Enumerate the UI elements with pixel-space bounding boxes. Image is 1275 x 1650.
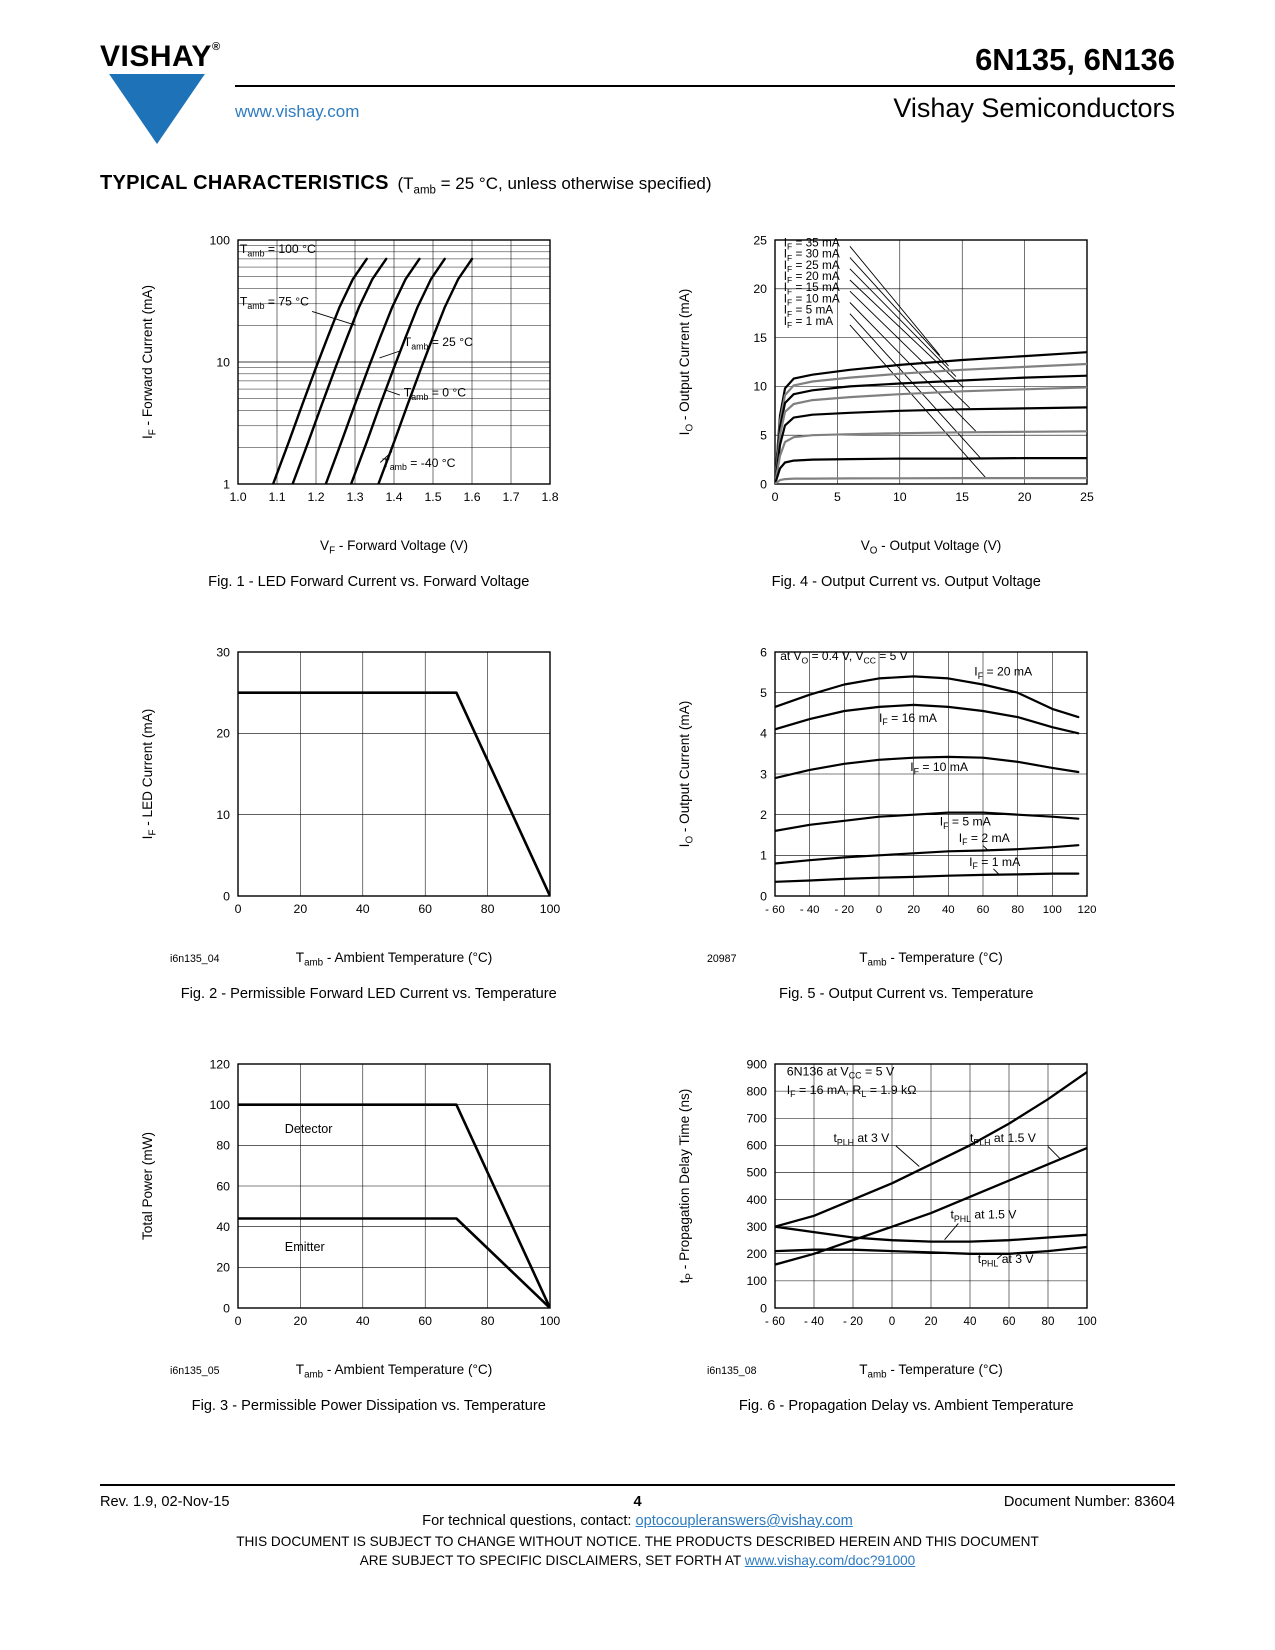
contact-prefix: For technical questions, contact:: [422, 1513, 636, 1529]
svg-text:700: 700: [746, 1111, 768, 1126]
section-title: [100, 172, 1175, 196]
condition-post: = 25 °C, unless otherwise specified): [435, 174, 712, 193]
svg-text:500: 500: [746, 1166, 768, 1181]
svg-text:20987: 20987: [707, 953, 737, 966]
figure-5: [671, 636, 1141, 1002]
svg-text:i6n135_08: i6n135_08: [707, 1365, 757, 1378]
chart-svg-fig2: [134, 636, 604, 970]
svg-text:IF = 2 mA: $I_F = 2$ mA: [958, 831, 1011, 848]
svg-text:IF = 5 mA: $I_F = 5$ mA: [939, 814, 992, 832]
part-numbers: 6N135, 6N136: [975, 42, 1175, 77]
svg-text:60: 60: [418, 902, 432, 917]
svg-text:1.2: 1.2: [307, 490, 325, 505]
svg-text:Emitter: Emitter: [284, 1240, 325, 1255]
figure-2: [134, 636, 604, 1002]
disclaimer-line-2-text: ARE SUBJECT TO SPECIFIC DISCLAIMERS, SET FORTH AT: [359, 1553, 745, 1569]
series-2-curve: [326, 259, 420, 484]
svg-text:1.1: 1.1: [268, 490, 286, 505]
svg-text:VF - Forward Voltage (V): $V_F$ - Forward Voltage (V): [319, 538, 468, 558]
svg-text:100: 100: [1077, 1315, 1097, 1329]
svg-text:Tamb = -40 °C: $T_{amb} = -40$ °C: [382, 456, 456, 473]
svg-text:Total Power (mW): Total Power (mW): [139, 1132, 155, 1241]
series-6-curve: [775, 458, 1087, 484]
svg-text:10: 10: [893, 490, 907, 505]
svg-text:100: 100: [1043, 904, 1063, 917]
svg-text:4: 4: [760, 726, 768, 741]
svg-text:120: 120: [1077, 904, 1097, 917]
svg-text:100: 100: [539, 902, 561, 917]
svg-text:IF = 5 mA: $I_F = 5$ mA: [783, 303, 834, 320]
svg-text:80: 80: [480, 902, 495, 917]
svg-text:0: 0: [760, 1301, 768, 1316]
figure-3: [134, 1048, 604, 1414]
svg-text:IF = 25 mA: $I_F = 25$ mA: [783, 258, 840, 275]
svg-text:600: 600: [746, 1138, 768, 1153]
svg-text:Tamb = 25 °C: $T_{amb} = 25$ °C: [403, 335, 473, 352]
series-0-curve: [273, 259, 367, 484]
svg-text:10: 10: [216, 808, 230, 823]
svg-text:40: 40: [355, 902, 370, 917]
svg-text:20: 20: [216, 1260, 230, 1275]
svg-text:- 60: - 60: [765, 1315, 786, 1329]
svg-text:VO - Output Voltage (V): $V_O$ - Output Voltage (V): [860, 538, 1002, 558]
svg-text:Tamb - Temperature (°C): $T_{amb}$ - Temperature (°C): [859, 950, 1004, 970]
svg-text:IF - Forward Current (mA): $I_F$ - Forward Current (mA): [139, 285, 159, 440]
svg-text:0: 0: [760, 477, 768, 492]
svg-text:60: 60: [418, 1314, 432, 1329]
section-title-main: TYPICAL CHARACTERISTICS: [100, 172, 389, 194]
series-4-curve: [775, 846, 1078, 864]
svg-text:15: 15: [753, 331, 768, 346]
vishay-triangle-icon: [108, 74, 206, 144]
svg-text:0: 0: [234, 902, 242, 917]
svg-text:100: 100: [539, 1314, 561, 1329]
fig1-led-forward-current-chart: [134, 224, 604, 558]
figures-grid: [100, 224, 1175, 1414]
svg-text:Tamb = 100 °C: $T_{amb} = 100$ °C: [239, 242, 316, 259]
series-7-curve: [775, 478, 1087, 484]
svg-text:40: 40: [963, 1315, 977, 1329]
svg-text:5: 5: [760, 428, 768, 443]
fig2-led-current-temperature-chart: [134, 636, 604, 970]
svg-text:1.5: 1.5: [424, 490, 442, 505]
svg-text:IF = 16 mA, RL = 1.9 kΩ: $I_F = 16$ mA, $R_L = 1.9$ kΩ: [786, 1083, 917, 1100]
svg-text:100: 100: [209, 233, 230, 248]
svg-text:200: 200: [746, 1247, 768, 1262]
svg-text:20: 20: [293, 902, 307, 917]
svg-text:Tamb = 75 °C: $T_{amb} = 75$ °C: [239, 294, 309, 312]
vishay-website-link[interactable]: www.vishay.com: [235, 101, 360, 121]
svg-text:- 20: - 20: [834, 904, 855, 917]
disclaimer: [100, 1532, 1175, 1570]
svg-text:100: 100: [746, 1274, 768, 1289]
svg-text:tPHL at 3 V: $t_{PHL}$ at 3 V: [978, 1252, 1034, 1269]
svg-text:60: 60: [216, 1179, 230, 1194]
svg-text:IF = 1 mA: $I_F = 1$ mA: [969, 855, 1021, 872]
svg-text:i6n135_04: i6n135_04: [169, 953, 220, 966]
chart-svg-fig1: [134, 224, 604, 558]
svg-text:IO - Output Current (mA): $I_O$ - Output Current (mA): [677, 289, 696, 436]
svg-text:900: 900: [746, 1057, 768, 1072]
svg-text:25: 25: [753, 233, 768, 248]
footer-row: [100, 1486, 1175, 1510]
svg-text:Tamb - Ambient Temperature (°C: $T_{amb}$ - Ambient Temperature (°C): [295, 1362, 492, 1382]
svg-text:- 40: - 40: [804, 1315, 825, 1329]
fig3-caption: Fig. 3 - Permissible Power Dissipation vs. Temperature: [191, 1398, 546, 1415]
series-5-curve: [775, 874, 1078, 882]
svg-text:20: 20: [924, 1315, 938, 1329]
svg-text:80: 80: [1041, 1315, 1055, 1329]
svg-text:30: 30: [216, 645, 230, 660]
svg-text:tPLH at 1.5 V: $t_{PLH}$ at 1.5 V: [970, 1131, 1037, 1148]
svg-text:IO - Output Current (mA): $I_O$ - Output Current (mA): [677, 701, 696, 848]
contact-email-link[interactable]: optocoupleranswers@vishay.com: [635, 1513, 853, 1529]
svg-text:3: 3: [760, 767, 768, 782]
svg-text:IF = 10 mA: $I_F = 10$ mA: [783, 291, 840, 309]
svg-text:1: 1: [222, 477, 230, 492]
division-name: Vishay Semiconductors: [893, 92, 1175, 123]
disclaimer-link[interactable]: www.vishay.com/doc?91000: [744, 1553, 916, 1569]
fig5-output-current-temperature-chart: [671, 636, 1141, 970]
svg-text:6: 6: [760, 645, 768, 660]
svg-text:- 20: - 20: [843, 1315, 864, 1329]
svg-text:10: 10: [753, 380, 768, 395]
fig5-caption: Fig. 5 - Output Current vs. Temperature: [779, 986, 1034, 1003]
svg-text:80: 80: [480, 1314, 495, 1329]
svg-text:25: 25: [1080, 490, 1095, 505]
svg-text:0: 0: [222, 1301, 230, 1316]
svg-text:IF = 1 mA: $I_F = 1$ mA: [783, 314, 834, 331]
svg-text:1.7: 1.7: [502, 490, 520, 505]
doc-number: Document Number: 83604: [1003, 1494, 1175, 1510]
header-divider: [235, 85, 1175, 87]
fig4-caption: Fig. 4 - Output Current vs. Output Voltage: [771, 574, 1041, 591]
page-header: [100, 42, 1175, 144]
svg-text:i6n135_05: i6n135_05: [169, 1365, 220, 1378]
svg-text:80: 80: [1011, 904, 1025, 917]
svg-text:IF - LED Current (mA): $I_F$ - LED Current (mA): [139, 709, 159, 840]
fig2-caption: Fig. 2 - Permissible Forward LED Current vs. Temperature: [180, 986, 557, 1003]
header-right: [235, 42, 1175, 124]
svg-text:tPLH at 3 V: $t_{PLH}$ at 3 V: [833, 1131, 890, 1148]
chart-svg-fig3: [134, 1048, 604, 1382]
svg-text:0: 0: [760, 889, 768, 904]
svg-text:60: 60: [976, 904, 990, 917]
svg-text:0: 0: [234, 1314, 242, 1329]
vishay-wordmark: [100, 42, 235, 72]
svg-text:0: 0: [876, 904, 883, 917]
chart-svg-fig6: [671, 1048, 1141, 1382]
svg-text:IF = 16 mA: $I_F = 16$ mA: [879, 711, 938, 728]
series-4-curve: [775, 408, 1087, 485]
series-1-curve: [238, 1219, 550, 1309]
svg-text:400: 400: [746, 1193, 768, 1208]
condition-pre: (T: [392, 174, 414, 193]
chart-svg-fig4: [671, 224, 1141, 558]
fig1-caption: Fig. 1 - LED Forward Current vs. Forward Voltage: [208, 574, 530, 591]
svg-text:20: 20: [907, 904, 921, 917]
svg-text:IF = 20 mA: $I_F = 20$ mA: [783, 269, 840, 286]
svg-text:40: 40: [355, 1314, 370, 1329]
svg-text:2: 2: [760, 808, 768, 823]
registered-trademark-icon: ®: [211, 41, 221, 53]
svg-text:Detector: Detector: [284, 1122, 333, 1137]
condition-sub: amb: [413, 184, 436, 197]
svg-text:IF = 30 mA: $I_F = 30$ mA: [783, 246, 840, 264]
svg-text:60: 60: [1002, 1315, 1016, 1329]
footer-contact: [100, 1513, 1175, 1529]
svg-text:1.8: 1.8: [541, 490, 559, 505]
svg-text:5: 5: [760, 686, 768, 701]
fig4-output-current-voltage-chart: [671, 224, 1141, 558]
figure-4: [671, 224, 1141, 590]
vishay-logo: [100, 42, 235, 144]
chart-svg-fig5: [671, 636, 1141, 970]
svg-text:20: 20: [216, 726, 230, 741]
svg-text:1.3: 1.3: [346, 490, 364, 505]
svg-text:0: 0: [222, 889, 230, 904]
svg-text:15: 15: [955, 490, 970, 505]
svg-text:1.4: 1.4: [385, 490, 403, 505]
svg-text:IF = 20 mA: $I_F = 20$ mA: [974, 664, 1033, 682]
svg-text:1.0: 1.0: [229, 490, 247, 505]
svg-text:20: 20: [293, 1314, 307, 1329]
svg-text:800: 800: [746, 1084, 768, 1099]
svg-text:Tamb - Ambient Temperature (°C: $T_{amb}$ - Ambient Temperature (°C): [295, 950, 492, 970]
svg-text:6N136 at VCC = 5 V: 6N136 at $V_{CC} = 5$ V: [786, 1064, 895, 1082]
series-0-curve: [238, 693, 550, 896]
figure-6: [671, 1048, 1141, 1414]
section-title-condition: [392, 174, 712, 197]
svg-text:100: 100: [209, 1098, 230, 1113]
svg-text:0: 0: [771, 490, 779, 505]
svg-text:20: 20: [753, 282, 768, 297]
svg-text:10: 10: [216, 355, 230, 370]
svg-text:300: 300: [746, 1220, 768, 1235]
page-number: 4: [633, 1494, 642, 1510]
svg-text:tP - Propagation Delay Time (n: $t_P$ - Propagation Delay Time (ns): [677, 1089, 696, 1284]
svg-text:20: 20: [1018, 490, 1032, 505]
svg-text:tPHL at 1.5 V: $t_{PHL}$ at 1.5 V: [950, 1207, 1017, 1225]
svg-text:80: 80: [216, 1138, 230, 1153]
svg-text:1: 1: [760, 848, 768, 863]
svg-text:1.6: 1.6: [463, 490, 481, 505]
fig6-caption: Fig. 6 - Propagation Delay vs. Ambient Temperature: [738, 1398, 1074, 1415]
disclaimer-line-2: [100, 1551, 1175, 1570]
svg-text:Tamb = 0 °C: $T_{amb} = 0$ °C: [403, 385, 466, 403]
page-footer: [100, 1484, 1175, 1570]
svg-text:IF = 10 mA: $I_F = 10$ mA: [910, 760, 969, 777]
disclaimer-line-1: THIS DOCUMENT IS SUBJECT TO CHANGE WITHOUT NOTICE. THE PRODUCTS DESCRIBED HEREIN AND THIS DOCUMENT: [236, 1534, 1039, 1549]
svg-text:at VO = 0.4 V, VCC = 5 V: at $V_O = 0.4$ V, $V_{CC} = 5$ V: [780, 649, 908, 666]
svg-text:IF = 15 mA: $I_F = 15$ mA: [783, 280, 840, 297]
svg-text:- 40: - 40: [800, 904, 820, 917]
svg-text:0: 0: [889, 1315, 896, 1329]
fig6-propagation-delay-chart: [671, 1048, 1141, 1382]
svg-text:120: 120: [209, 1057, 230, 1072]
figure-1: [134, 224, 604, 590]
series-3-curve: [775, 813, 1078, 831]
revision: Rev. 1.9, 02-Nov-15: [100, 1494, 230, 1510]
svg-text:40: 40: [216, 1220, 230, 1235]
svg-text:- 60: - 60: [765, 904, 786, 917]
svg-text:IF = 35 mA: $I_F = 35$ mA: [783, 235, 840, 252]
header-bottom-row: [235, 93, 1175, 124]
fig3-power-dissipation-chart: [134, 1048, 604, 1382]
svg-text:Tamb - Temperature (°C): $T_{amb}$ - Temperature (°C): [859, 1362, 1004, 1382]
svg-text:5: 5: [834, 490, 842, 505]
vishay-brand-text: VISHAY: [100, 40, 212, 73]
svg-text:40: 40: [942, 904, 955, 917]
